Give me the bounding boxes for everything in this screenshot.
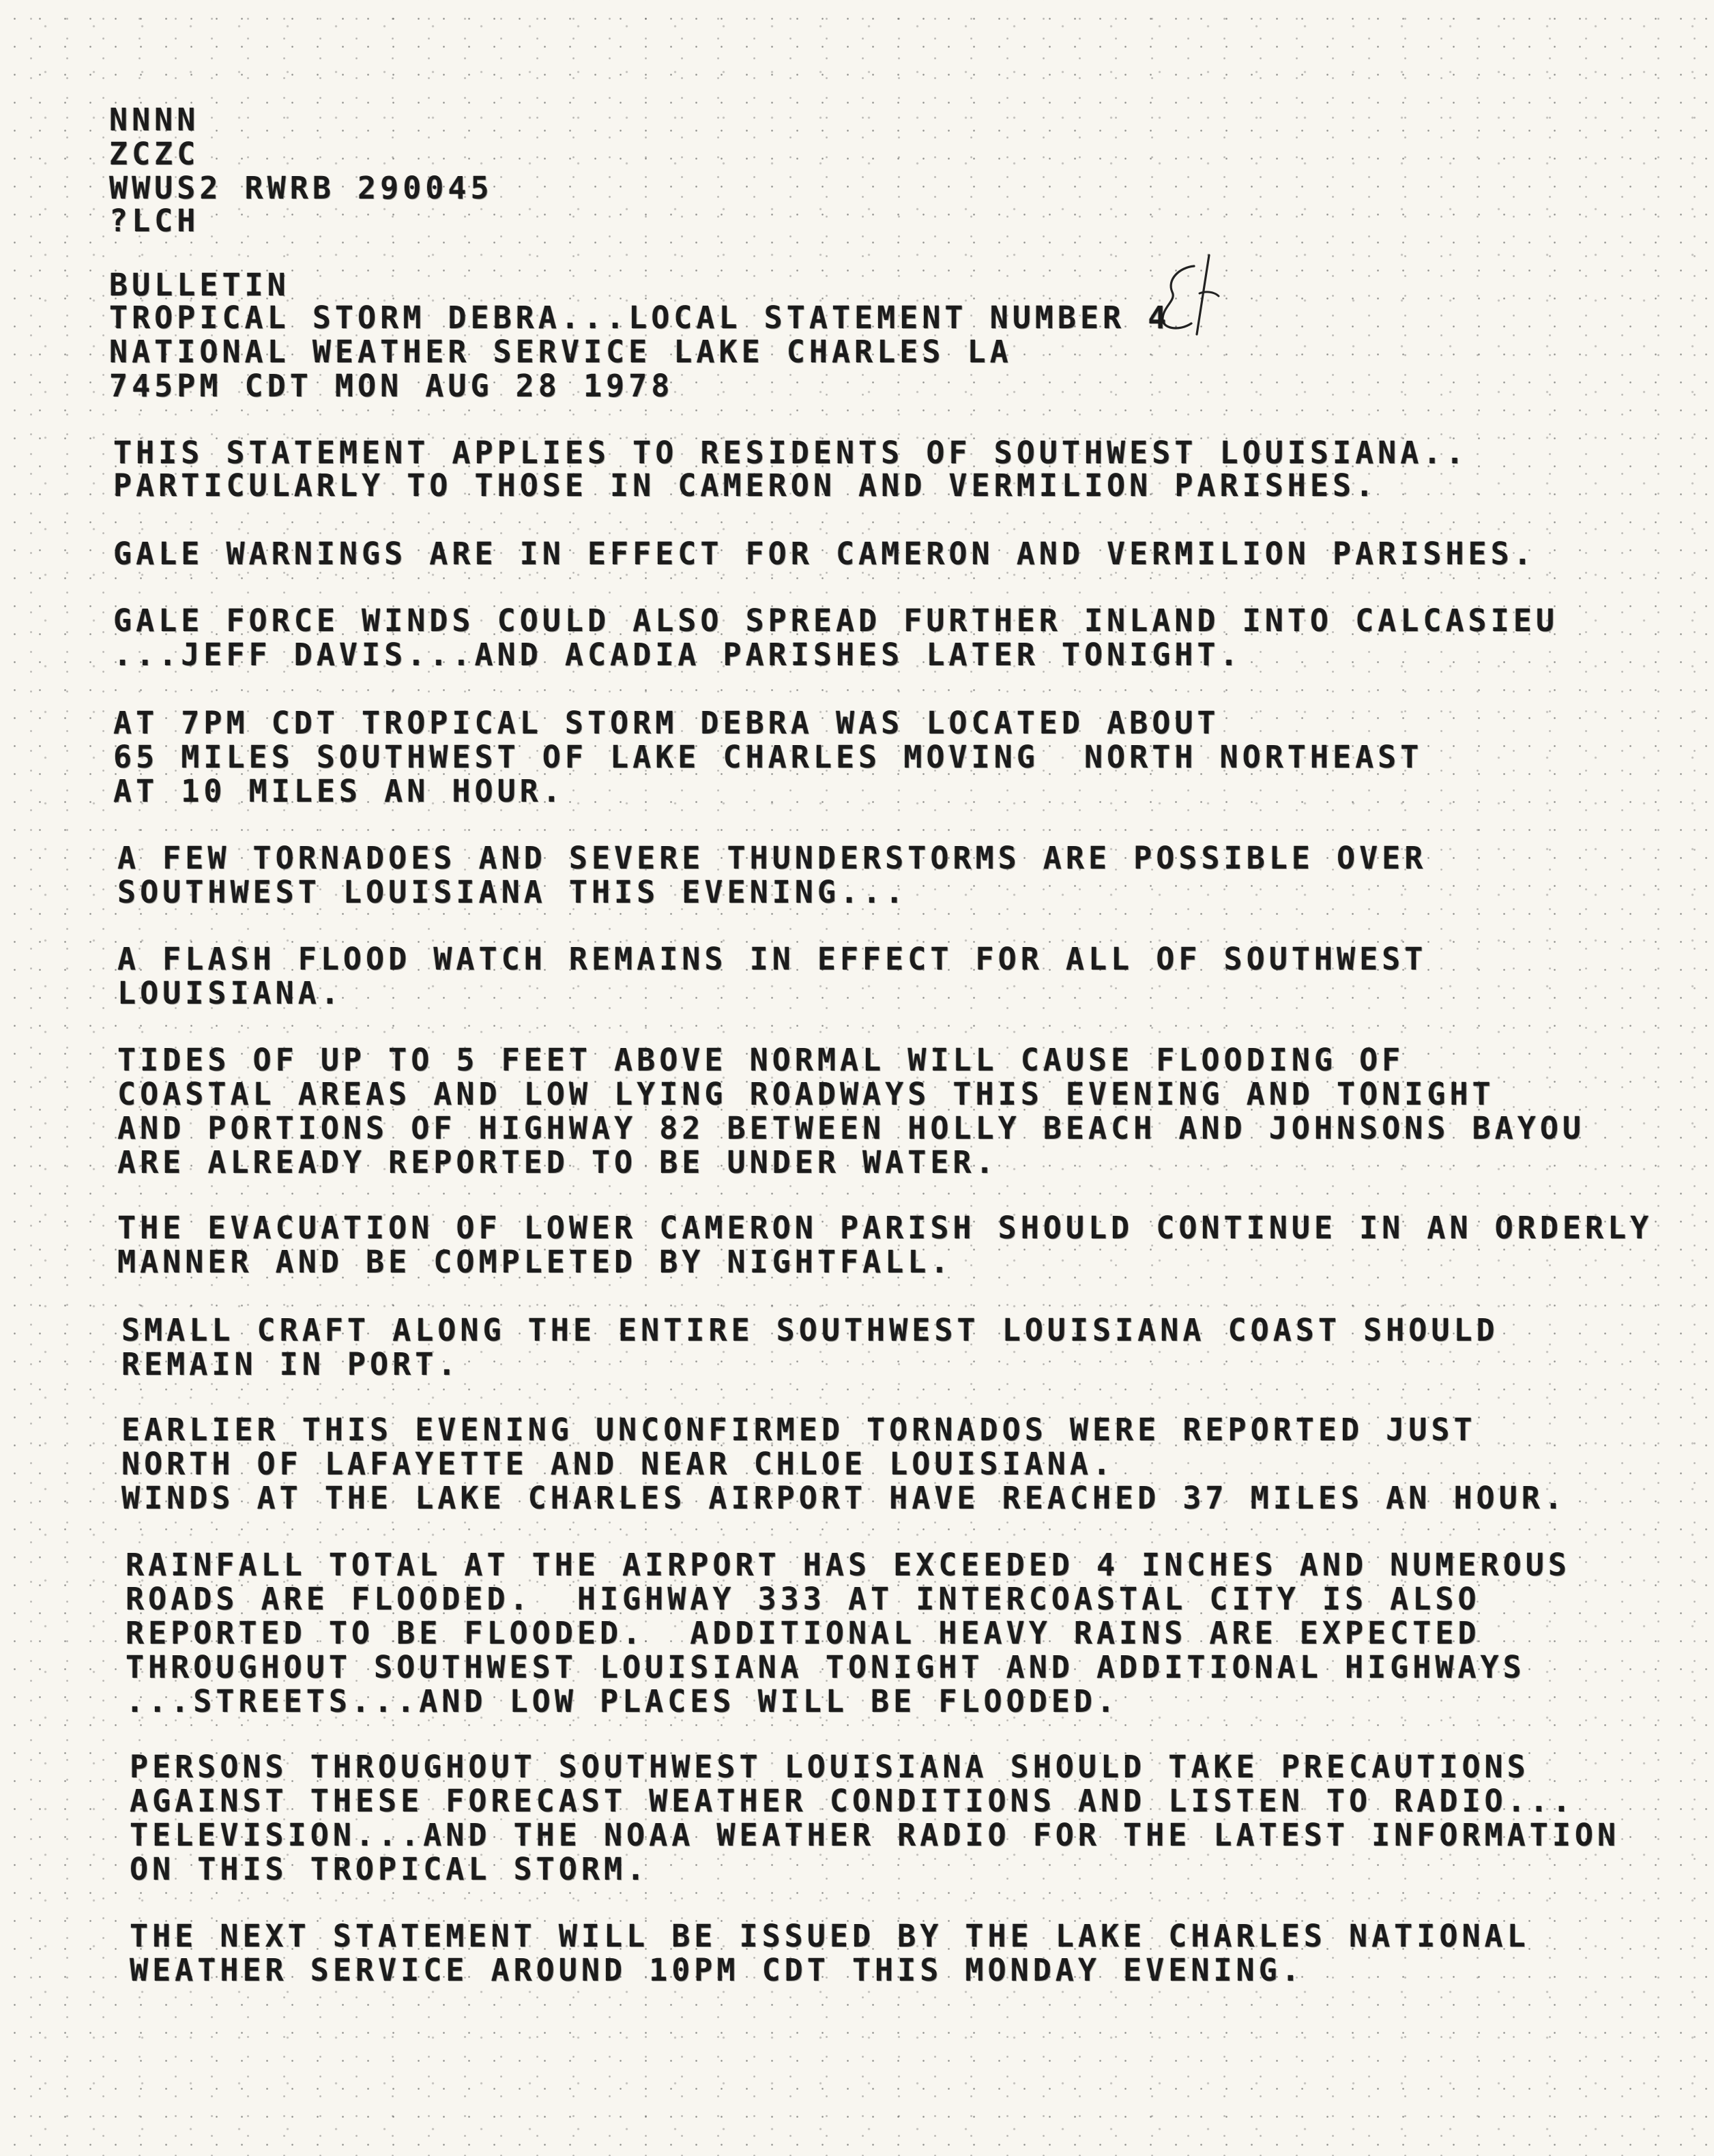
- header-line: WWUS2 RWRB 290045: [109, 170, 493, 206]
- body-line: AND PORTIONS OF HIGHWAY 82 BETWEEN HOLLY BEACH AND JOHNSONS BAYOU: [117, 1110, 1585, 1146]
- body-line: PERSONS THROUGHOUT SOUTHWEST LOUISIANA SHOULD TAKE PRECAUTIONS: [130, 1749, 1530, 1785]
- body-line: NORTH OF LAFAYETTE AND NEAR CHLOE LOUISIANA.: [121, 1446, 1116, 1482]
- body-line: 65 MILES SOUTHWEST OF LAKE CHARLES MOVING NORTH NORTHEAST: [113, 739, 1423, 775]
- body-line: ...JEFF DAVIS...AND ACADIA PARISHES LATER TONIGHT.: [113, 637, 1243, 673]
- body-line: ARE ALREADY REPORTED TO BE UNDER WATER.: [117, 1144, 998, 1180]
- body-line: WINDS AT THE LAKE CHARLES AIRPORT HAVE REACHED 37 MILES AN HOUR.: [121, 1480, 1567, 1516]
- body-line: SOUTHWEST LOUISIANA THIS EVENING...: [117, 874, 908, 910]
- body-line: THE EVACUATION OF LOWER CAMERON PARISH SHOULD CONTINUE IN AN ORDERLY: [117, 1210, 1653, 1246]
- header-line: ZCZC: [109, 136, 200, 172]
- body-line: PARTICULARLY TO THOSE IN CAMERON AND VERMILION PARISHES.: [113, 467, 1378, 504]
- body-line: REMAIN IN PORT.: [121, 1346, 461, 1382]
- body-line: LOUISIANA.: [117, 975, 343, 1011]
- bulletin-title: TROPICAL STORM DEBRA...LOCAL STATEMENT NUMBER 4: [109, 300, 1171, 336]
- body-line: REPORTED TO BE FLOODED. ADDITIONAL HEAVY RAINS ARE EXPECTED: [126, 1615, 1481, 1651]
- body-line: TELEVISION...AND THE NOAA WEATHER RADIO FOR THE LATEST INFORMATION: [130, 1817, 1621, 1853]
- body-line: ROADS ARE FLOODED. HIGHWAY 333 AT INTERCOASTAL CITY IS ALSO: [126, 1581, 1481, 1617]
- body-line: EARLIER THIS EVENING UNCONFIRMED TORNADOS WERE REPORTED JUST: [121, 1412, 1477, 1448]
- body-line: ...STREETS...AND LOW PLACES WILL BE FLOODED.: [126, 1683, 1120, 1719]
- bulletin-office: NATIONAL WEATHER SERVICE LAKE CHARLES LA: [109, 334, 1013, 370]
- body-line: SMALL CRAFT ALONG THE ENTIRE SOUTHWEST LOUISIANA COAST SHOULD: [121, 1312, 1499, 1348]
- body-line: A FLASH FLOOD WATCH REMAINS IN EFFECT FOR ALL OF SOUTHWEST: [117, 941, 1427, 977]
- body-line: THE NEXT STATEMENT WILL BE ISSUED BY THE LAKE CHARLES NATIONAL: [130, 1918, 1530, 1954]
- header-line: ?LCH: [109, 203, 200, 239]
- body-line: THIS STATEMENT APPLIES TO RESIDENTS OF SOUTHWEST LOUISIANA..: [113, 435, 1468, 471]
- body-line: COASTAL AREAS AND LOW LYING ROADWAYS THIS EVENING AND TONIGHT: [117, 1076, 1495, 1112]
- body-line: MANNER AND BE COMPLETED BY NIGHTFALL.: [117, 1244, 953, 1280]
- body-line: ON THIS TROPICAL STORM.: [130, 1851, 650, 1887]
- header-line: NNNN: [109, 102, 200, 138]
- body-line: GALE WARNINGS ARE IN EFFECT FOR CAMERON AND VERMILION PARISHES.: [113, 536, 1536, 572]
- body-line: A FEW TORNADOES AND SEVERE THUNDERSTORMS ARE POSSIBLE OVER: [117, 840, 1427, 876]
- body-line: AT 7PM CDT TROPICAL STORM DEBRA WAS LOCATED ABOUT: [113, 705, 1220, 741]
- body-line: THROUGHOUT SOUTHWEST LOUISIANA TONIGHT AND ADDITIONAL HIGHWAYS: [126, 1649, 1526, 1685]
- body-line: WEATHER SERVICE AROUND 10PM CDT THIS MONDAY EVENING.: [130, 1952, 1304, 1988]
- body-line: RAINFALL TOTAL AT THE AIRPORT HAS EXCEEDED 4 INCHES AND NUMEROUS: [126, 1547, 1571, 1583]
- body-line: AGAINST THESE FORECAST WEATHER CONDITIONS AND LISTEN TO RADIO...: [130, 1783, 1575, 1819]
- bulletin-label: BULLETIN: [109, 267, 290, 303]
- body-line: TIDES OF UP TO 5 FEET ABOVE NORMAL WILL CAUSE FLOODING OF: [117, 1042, 1405, 1078]
- body-line: AT 10 MILES AN HOUR.: [113, 773, 565, 809]
- body-line: GALE FORCE WINDS COULD ALSO SPREAD FURTHER INLAND INTO CALCASIEU: [113, 602, 1558, 639]
- bulletin-datetime: 745PM CDT MON AUG 28 1978: [109, 368, 674, 404]
